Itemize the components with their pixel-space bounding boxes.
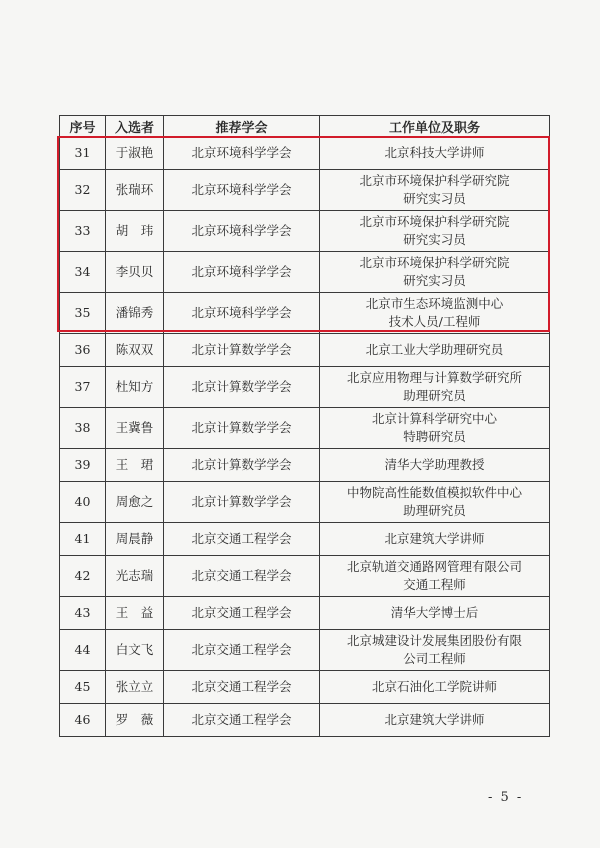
unit-line: 助理研究员 xyxy=(403,503,466,518)
table-row xyxy=(60,597,550,630)
cell-society: 北京交通工程学会 xyxy=(164,597,320,630)
table-row xyxy=(60,334,550,367)
cell-seq: 31 xyxy=(60,137,106,170)
unit-line: 北京建筑大学讲师 xyxy=(384,531,485,546)
cell-society: 北京环境科学学会 xyxy=(164,252,320,293)
table-row xyxy=(60,704,550,737)
page-number: - 5 - xyxy=(488,790,524,805)
table-header-row xyxy=(60,116,550,137)
unit-line: 北京市环境保护科学研究院 xyxy=(359,214,510,229)
cell-society: 北京计算数学学会 xyxy=(164,449,320,482)
cell-seq: 42 xyxy=(60,556,106,597)
cell-name: 潘锦秀 xyxy=(106,293,164,334)
cell-name: 周愈之 xyxy=(106,482,164,523)
cell-unit xyxy=(320,211,550,252)
cell-name: 张立立 xyxy=(106,671,164,704)
cell-unit xyxy=(320,523,550,556)
cell-seq: 37 xyxy=(60,367,106,408)
unit-line: 特聘研究员 xyxy=(403,429,466,444)
table-row xyxy=(60,211,550,252)
cell-unit xyxy=(320,334,550,367)
cell-seq: 32 xyxy=(60,170,106,211)
cell-name: 王 珺 xyxy=(106,449,164,482)
unit-line: 中物院高性能数值模拟软件中心 xyxy=(346,485,522,500)
cell-society: 北京交通工程学会 xyxy=(164,671,320,704)
unit-line: 北京城建设计发展集团股份有限 xyxy=(346,633,522,648)
table-row xyxy=(60,293,550,334)
cell-name: 于淑艳 xyxy=(106,137,164,170)
header-seq: 序号 xyxy=(60,116,106,137)
cell-unit xyxy=(320,597,550,630)
cell-society: 北京计算数学学会 xyxy=(164,367,320,408)
cell-unit xyxy=(320,556,550,597)
cell-seq: 40 xyxy=(60,482,106,523)
cell-seq: 43 xyxy=(60,597,106,630)
cell-seq: 41 xyxy=(60,523,106,556)
table-row xyxy=(60,367,550,408)
table-row xyxy=(60,630,550,671)
cell-unit xyxy=(320,482,550,523)
unit-line: 北京市生态环境监测中心 xyxy=(365,296,504,311)
cell-society: 北京计算数学学会 xyxy=(164,408,320,449)
unit-line: 北京科技大学讲师 xyxy=(384,145,485,160)
cell-name: 李贝贝 xyxy=(106,252,164,293)
cell-seq: 39 xyxy=(60,449,106,482)
cell-unit xyxy=(320,408,550,449)
unit-line: 北京工业大学助理研究员 xyxy=(365,342,504,357)
cell-seq: 46 xyxy=(60,704,106,737)
table-row xyxy=(60,170,550,211)
unit-line: 北京计算科学研究中心 xyxy=(371,411,497,426)
unit-line: 交通工程师 xyxy=(403,577,466,592)
table-row xyxy=(60,449,550,482)
header-society: 推荐学会 xyxy=(164,116,320,137)
unit-line: 研究实习员 xyxy=(403,232,466,247)
table-row xyxy=(60,523,550,556)
cell-society: 北京交通工程学会 xyxy=(164,704,320,737)
header-unit: 工作单位及职务 xyxy=(320,116,550,137)
table-row xyxy=(60,252,550,293)
cell-seq: 38 xyxy=(60,408,106,449)
cell-name: 张瑞环 xyxy=(106,170,164,211)
unit-line: 研究实习员 xyxy=(403,191,466,206)
cell-name: 陈双双 xyxy=(106,334,164,367)
cell-seq: 33 xyxy=(60,211,106,252)
cell-unit xyxy=(320,137,550,170)
cell-society: 北京环境科学学会 xyxy=(164,170,320,211)
cell-unit xyxy=(320,449,550,482)
unit-line: 北京应用物理与计算数学研究所 xyxy=(346,370,522,385)
cell-society: 北京交通工程学会 xyxy=(164,556,320,597)
cell-name: 白文飞 xyxy=(106,630,164,671)
cell-seq: 36 xyxy=(60,334,106,367)
cell-name: 胡 玮 xyxy=(106,211,164,252)
table-row xyxy=(60,137,550,170)
cell-name: 光志瑞 xyxy=(106,556,164,597)
table-row xyxy=(60,556,550,597)
cell-unit xyxy=(320,170,550,211)
cell-society: 北京环境科学学会 xyxy=(164,211,320,252)
unit-line: 清华大学助理教授 xyxy=(384,457,485,472)
unit-line: 北京市环境保护科学研究院 xyxy=(359,255,510,270)
cell-unit xyxy=(320,252,550,293)
cell-society: 北京交通工程学会 xyxy=(164,523,320,556)
unit-line: 北京石油化工学院讲师 xyxy=(371,679,497,694)
unit-line: 研究实习员 xyxy=(403,273,466,288)
unit-line: 北京建筑大学讲师 xyxy=(384,712,485,727)
unit-line: 技术人员/工程师 xyxy=(388,314,481,329)
table-row xyxy=(60,671,550,704)
cell-name: 王冀鲁 xyxy=(106,408,164,449)
cell-society: 北京环境科学学会 xyxy=(164,293,320,334)
unit-line: 公司工程师 xyxy=(403,651,466,666)
unit-line: 北京轨道交通路网管理有限公司 xyxy=(346,559,522,574)
cell-seq: 35 xyxy=(60,293,106,334)
table-body xyxy=(60,137,550,737)
cell-society: 北京交通工程学会 xyxy=(164,630,320,671)
nominee-table xyxy=(59,115,550,737)
cell-unit xyxy=(320,630,550,671)
cell-society: 北京计算数学学会 xyxy=(164,482,320,523)
cell-name: 王 益 xyxy=(106,597,164,630)
cell-society: 北京环境科学学会 xyxy=(164,137,320,170)
cell-society: 北京计算数学学会 xyxy=(164,334,320,367)
unit-line: 北京市环境保护科学研究院 xyxy=(359,173,510,188)
unit-line: 清华大学博士后 xyxy=(390,605,479,620)
cell-seq: 45 xyxy=(60,671,106,704)
cell-seq: 44 xyxy=(60,630,106,671)
table-row xyxy=(60,482,550,523)
cell-unit xyxy=(320,293,550,334)
cell-name: 杜知方 xyxy=(106,367,164,408)
cell-name: 周晨静 xyxy=(106,523,164,556)
cell-unit xyxy=(320,671,550,704)
header-name: 入选者 xyxy=(106,116,164,137)
table-row xyxy=(60,408,550,449)
cell-unit xyxy=(320,367,550,408)
cell-seq: 34 xyxy=(60,252,106,293)
cell-unit xyxy=(320,704,550,737)
unit-line: 助理研究员 xyxy=(403,388,466,403)
cell-name: 罗 薇 xyxy=(106,704,164,737)
